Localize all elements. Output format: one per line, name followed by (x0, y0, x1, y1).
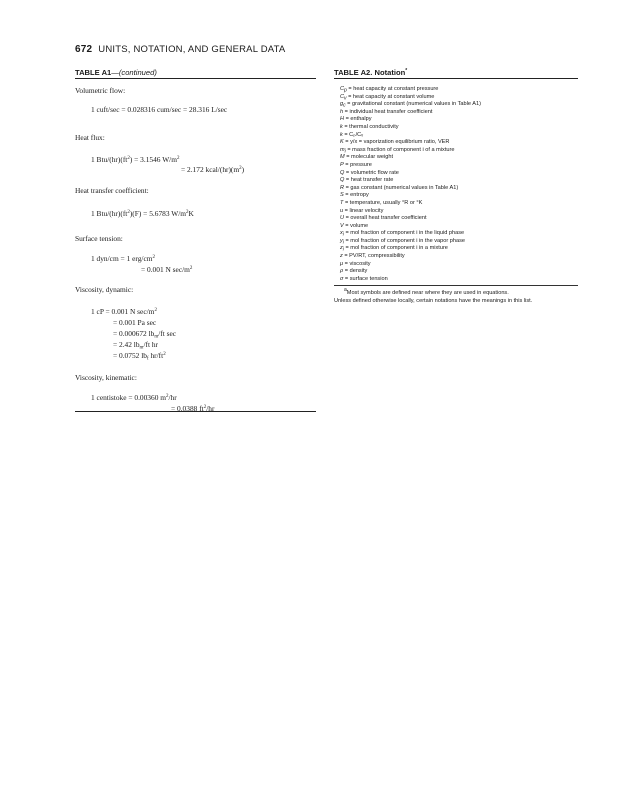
notation-definition: = enthalpy (344, 116, 372, 123)
notation-item (340, 116, 578, 124)
notation-item (340, 177, 578, 185)
notation-item (340, 192, 578, 200)
notation-definition: = gas constant (numerical values in Table A1) (344, 184, 459, 191)
notation-symbol: k (340, 131, 343, 138)
notation-item (340, 86, 578, 94)
notation-definition: = volumetric flow rate (344, 169, 399, 176)
notation-definition: = pressure (343, 161, 372, 168)
title-footnote-mark: * (405, 68, 408, 74)
notation-symbol: K (340, 139, 344, 146)
eq-surface-tension-1: 1 dyn/cm = 1 erg/$cm^2$ (91, 254, 156, 263)
table-a1-title: TABLE A1—(continued) (75, 68, 157, 77)
notation-item (340, 132, 578, 140)
section-viscosity-kinematic: Viscosity, kinematic: (75, 373, 137, 382)
notation-symbol: ρ (340, 268, 344, 275)
footnote-mark: a (344, 287, 347, 294)
notation-definition: = mol fraction of component i in a mixture (343, 245, 448, 252)
notation-item (340, 200, 578, 208)
notation-item (340, 215, 578, 223)
notation-symbol: h (340, 108, 344, 115)
notation-definition: = thermal conductivity (342, 123, 399, 130)
notation-item (340, 208, 578, 216)
notation-symbol: y (340, 237, 343, 244)
notation-item (340, 230, 578, 238)
notation-symbol: Q (340, 169, 345, 176)
eq-viscosity-kinematic-1: 1 centistoke = 0.00360 $m^2/hr$ (91, 393, 177, 402)
notation-symbol: R (340, 184, 345, 191)
eq-viscosity-kinematic-2: = 0.0388 $ft^2/hr$ (171, 404, 215, 413)
eq-viscosity-dynamic-4: = 2.42 $lb_m/ft$ hr (113, 340, 159, 351)
notation-symbol: m (340, 146, 345, 153)
notation-item (340, 185, 578, 193)
continued-label: —(continued) (111, 68, 157, 77)
notation-item (340, 170, 578, 178)
notation-symbol: P (340, 161, 344, 168)
eq-volumetric-flow: 1 cuft/sec = 0.028316 cum/sec = 28.316 L/sec (91, 105, 228, 114)
notation-symbol: σ (340, 275, 344, 282)
notation-definition: = viscosity (343, 260, 371, 267)
section-volumetric-flow: Volumetric flow: (75, 86, 126, 95)
notation-symbol: g (340, 101, 344, 108)
notation-symbol: C (340, 86, 345, 92)
notation-symbol: M (340, 154, 345, 161)
notation-definition: = individual heat transfer coefficient (343, 108, 433, 115)
notation-item (340, 162, 578, 170)
notation-subscript: i (342, 239, 344, 246)
notation-item (340, 245, 578, 253)
notation-symbol: z (340, 245, 343, 252)
table-a2-bottom-rule (334, 285, 578, 286)
notation-item (340, 268, 578, 276)
notation-item (340, 154, 578, 162)
notation-definition: = heat capacity at constant volume (346, 93, 435, 100)
table-a2-title: TABLE A2. Notation* (334, 68, 408, 77)
section-heat-flux: Heat flux: (75, 133, 105, 142)
notation-definition: = mass fraction of component i of a mixture (345, 146, 455, 153)
notation-definition: = linear velocity (343, 207, 384, 214)
notation-item (340, 147, 578, 155)
notation-definition: = temperature, usually °R or °K (343, 199, 423, 206)
notation-definition: = mol fraction of component i in the vapor phase (343, 237, 466, 244)
notation-list (334, 86, 578, 283)
notation-symbol: S (340, 192, 344, 199)
eq-heat-transfer-coefficient: 1 Btu/$(hr)(ft^2)(F) = 5.6783$ $W/m^2K$ (91, 209, 194, 218)
notation-definition: = entropy (343, 192, 369, 199)
running-header (75, 44, 285, 55)
notation-item (340, 238, 578, 246)
notation-symbol: x (340, 230, 343, 237)
eq-surface-tension-2: = 0.001 N $\sec/m^2$ (141, 265, 193, 274)
notation-definition: = heat capacity at constant pressure (346, 86, 439, 92)
notation-definition: = overall heat transfer coefficient (344, 215, 427, 222)
notation-definition: = gravitational constant (numerical values in Table A1) (345, 101, 481, 108)
notation-symbol: U (340, 215, 345, 222)
table-a2-footnote: $^a$Most symbols are defined near where they are used in equations. Unless defined otherwise locally, certain notations have the meanings in this list. (334, 287, 533, 304)
notation-definition: = molecular weight (344, 154, 394, 161)
notation-subscript: p (344, 87, 347, 94)
notation-item (340, 139, 578, 147)
notation-definition: = heat transfer rate (344, 177, 394, 184)
notation-definition: = surface tension (343, 275, 388, 282)
notation-definition: = volume (343, 222, 369, 229)
section-surface-tension: Surface tension: (75, 234, 123, 243)
notation-definition: = Cₚ/Cᵥ (342, 131, 363, 138)
notation-subscript: i (342, 231, 344, 238)
notation-subscript: c (343, 102, 346, 109)
notation-item (340, 101, 578, 109)
notation-item (340, 253, 578, 261)
notation-symbol: H (340, 116, 345, 123)
notation-subscript: i (342, 246, 344, 253)
section-viscosity-dynamic: Viscosity, dynamic: (75, 285, 134, 294)
table-a1-body (75, 79, 316, 411)
section-heat-transfer-coefficient: Heat transfer coefficient: (75, 186, 149, 195)
eq-heat-flux-1: 1 Btu/$(hr)(ft^2) = 3.1546$ $W/m^2$ (91, 155, 180, 164)
notation-item (340, 124, 578, 132)
table-a2-top-rule (334, 78, 578, 79)
eq-viscosity-dynamic-1: 1 cP = 0.001 N $\sec/m^2$ (91, 307, 157, 316)
notation-item (340, 94, 578, 102)
eq-heat-flux-2: = 2.172 kcal/$(hr)(m^2)$ (181, 165, 245, 174)
notation-subscript: v (344, 95, 347, 102)
notation-symbol: T (340, 199, 344, 206)
page-number: 672 (75, 44, 93, 55)
notation-symbol: Q (340, 177, 345, 184)
notation-item (340, 223, 578, 231)
notation-symbol: C (340, 93, 345, 100)
notation-item (340, 109, 578, 117)
running-title: UNITS, NOTATION, AND GENERAL DATA (98, 44, 286, 55)
notation-symbol: z (340, 253, 343, 260)
notation-definition: = y/x = vaporization equilibrium ratio, VER (343, 139, 450, 146)
eq-viscosity-dynamic-3: = 0.000672 $lb_m/ft$ sec (113, 329, 177, 340)
notation-symbol: k (340, 123, 343, 130)
table-a1 (75, 67, 316, 412)
notation-symbol: V (340, 222, 344, 229)
notation-definition: = mol fraction of component i in the liquid phase (343, 230, 465, 237)
notation-definition: = PV/RT, compressibility (342, 253, 405, 260)
notation-symbol: μ (340, 260, 344, 267)
eq-viscosity-dynamic-2: = 0.001 Pa sec (113, 318, 157, 327)
notation-subscript: i (344, 148, 346, 155)
notation-definition: = density (343, 268, 368, 275)
notation-item (340, 276, 578, 284)
table-a2 (334, 67, 578, 305)
eq-viscosity-dynamic-5: = 0.0752 $lb_f$ $hr/ft^2$ (113, 351, 166, 362)
notation-item (340, 261, 578, 269)
notation-symbol: u (340, 207, 344, 214)
